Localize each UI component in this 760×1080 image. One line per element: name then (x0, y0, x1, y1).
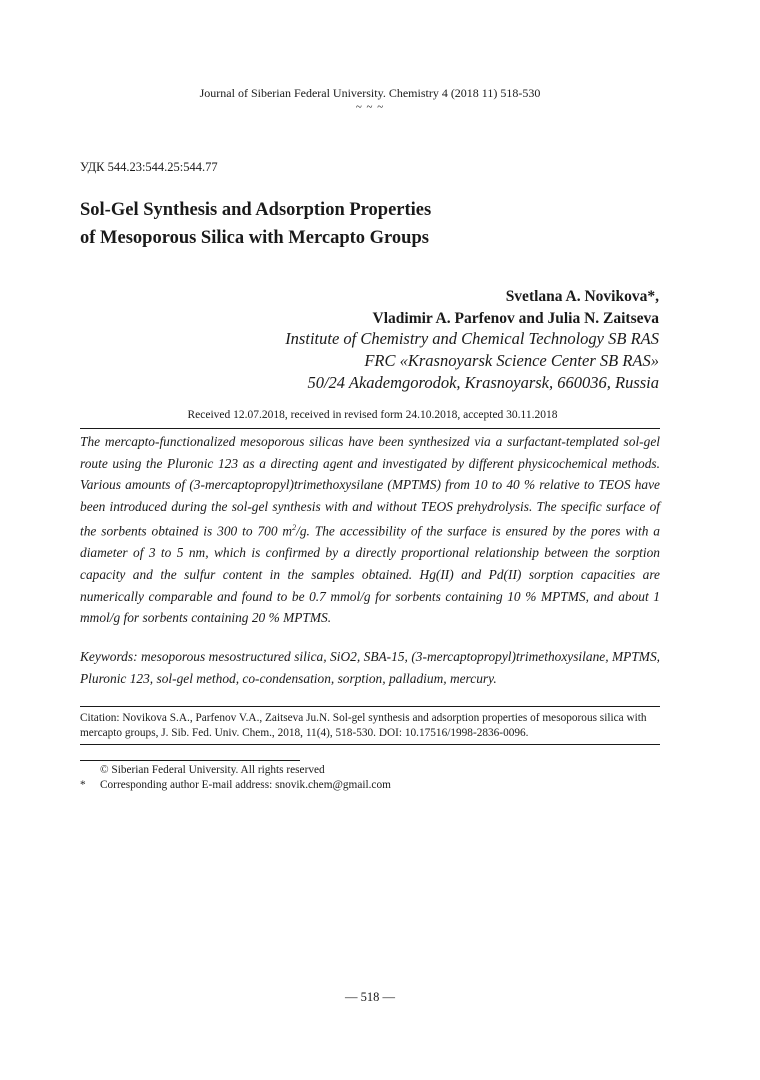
divider-above-abstract (80, 428, 660, 429)
footnotes (80, 763, 660, 793)
divider-above-citation (80, 706, 660, 707)
abstract (80, 431, 660, 629)
affiliation (285, 328, 659, 394)
title-line-2: of Mesoporous Silica with Mercapto Groups (80, 228, 429, 248)
received-dates: Received 12.07.2018, received in revised form 24.10.2018, accepted 30.11.2018 (187, 409, 558, 421)
abstract-superscript: 2 (292, 523, 297, 533)
author-list (373, 286, 659, 330)
footnote-asterisk: * (80, 779, 86, 791)
author-line-2: Vladimir A. Parfenov and Julia N. Zaitseva (372, 310, 659, 327)
citation: Citation: Novikova S.A., Parfenov V.A., Zaitseva Ju.N. Sol-gel synthesis and adsorption properties of mesoporous silica with mercapto groups, J. Sib. Fed. Univ. Chem., 2018, 11(4), 518-530. DOI: 10.17516/1998-2836-0096. (80, 712, 647, 739)
paper-title (80, 196, 660, 252)
journal-header: Journal of Siberian Federal University. Chemistry 4 (2018 11) 518-530 (199, 86, 541, 100)
copyright-note (80, 763, 660, 778)
title-line-1: Sol-Gel Synthesis and Adsorption Properties (80, 200, 432, 220)
abstract-part-1: The mercapto-functionalized mesoporous silicas have been synthesized via a surfactant-templated sol-gel route using the Pluronic 123 as a directing agent and investigated by different physicochemical methods. Various amounts of (3-mercaptopropyl)trimethoxysilane (MPTMS) from 10 to 40 % relative to TEOS have been introduced during the sol-gel synthesis with and without TEOS prehydrolysis. The specific surface of the sorbents obtained is 300 to 700 m (80, 434, 660, 539)
corresponding-author-text: Corresponding author E-mail address: snovik.chem@gmail.com (100, 779, 391, 791)
author-line-1: Svetlana A. Novikova*, (505, 288, 659, 305)
affiliation-line-1: Institute of Chemistry and Chemical Technology SB RAS (285, 329, 659, 348)
affiliation-line-3: 50/24 Akademgorodok, Krasnoyarsk, 660036, Russia (307, 373, 659, 392)
copyright-text: © Siberian Federal University. All rights reserved (100, 764, 325, 776)
header-ornament: ~ ~ ~ (355, 101, 385, 113)
abstract-part-2: /g. The accessibility of the surface is ensured by the pores with a diameter of 3 to 5 nm, which is confirmed by a directly proportional relationship between the sorption capacity and the sulfur content in the samples obtained. Hg(II) and Pd(II) sorption capacities are numerically comparable and found to be 0.7 mmol/g for sorbents containing 10 % MPTMS, and about 1 mmol/g for sorbents containing 20 % MPTMS. (80, 523, 660, 626)
footnote-rule (80, 760, 300, 761)
page-number: — 518 — (345, 990, 395, 1004)
affiliation-line-2: FRC «Krasnoyarsk Science Center SB RAS» (364, 351, 659, 370)
keywords: Keywords: mesoporous mesostructured silica, SiO2, SBA-15, (3-mercaptopropyl)trimethoxysilane, MPTMS, Pluronic 123, sol-gel method, co-condensation, sorption, palladium, mercury. (80, 649, 660, 686)
udk-code: УДК 544.23:544.25:544.77 (80, 160, 218, 174)
corresponding-author-note (80, 778, 660, 793)
divider-below-citation (80, 744, 660, 745)
